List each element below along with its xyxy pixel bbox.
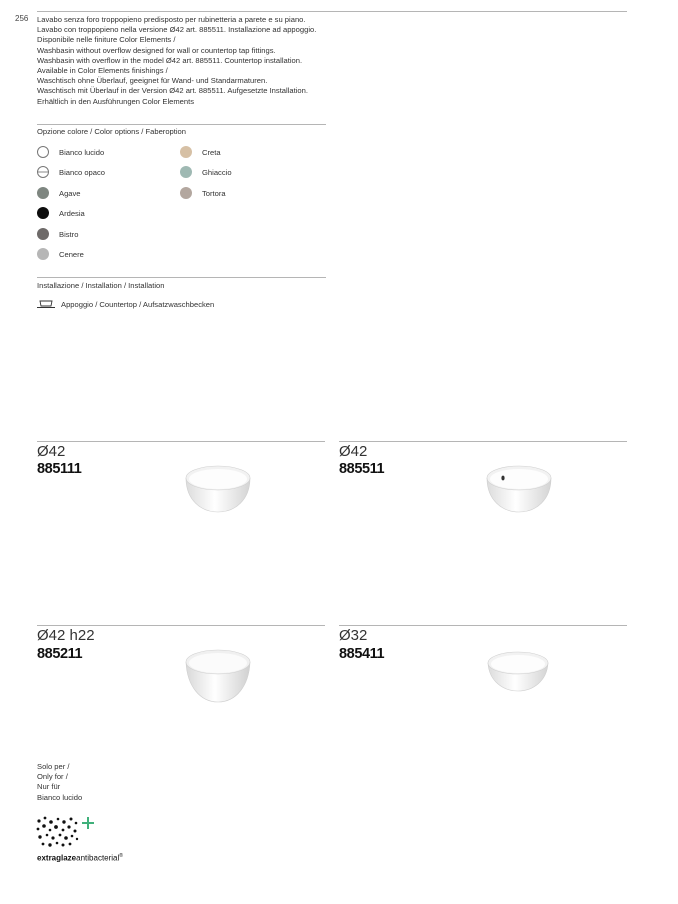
color-swatch xyxy=(37,248,49,260)
color-label: Cenere xyxy=(59,249,84,259)
install-section-title: Installazione / Installation / Installation xyxy=(37,281,165,290)
install-section-divider xyxy=(37,277,326,278)
product-code: 885411 xyxy=(339,646,385,662)
intro-line: Erhältlich in den Ausführungen Color Elements xyxy=(37,96,195,106)
color-option-cenere xyxy=(37,248,84,260)
intro-line: Waschtisch mit Überlauf in der Version Ø42 art. 885511. Aufgesetzte Installation. xyxy=(37,86,308,96)
intro-line: Available in Color Elements finishings / xyxy=(37,66,168,76)
color-label: Bistro xyxy=(59,229,79,239)
color-label: Tortora xyxy=(202,188,226,198)
product-dimension: Ø42 xyxy=(37,443,66,460)
product-dimension: Ø42 xyxy=(339,443,368,460)
color-option-ardesia xyxy=(37,207,85,219)
product-dimension: Ø42 h22 xyxy=(37,627,95,644)
countertop-icon xyxy=(37,300,55,309)
product-divider xyxy=(339,625,627,626)
note-line: Bianco lucido xyxy=(37,792,83,802)
color-option-agave xyxy=(37,187,81,199)
color-option-bianco-opaco xyxy=(37,166,105,178)
color-swatch xyxy=(180,146,192,158)
color-swatch xyxy=(180,166,192,178)
color-option-creta xyxy=(180,146,221,158)
color-option-bistro xyxy=(37,228,78,240)
install-item xyxy=(37,300,214,309)
product-divider xyxy=(37,441,325,442)
page-number: 256 xyxy=(15,14,29,23)
product-divider xyxy=(339,441,627,442)
color-swatch xyxy=(37,228,49,240)
brand-light: antibacterial xyxy=(76,853,120,863)
intro-line: Lavabo con troppopieno nella versione Ø42 art. 885511. Installazione ad appoggio. xyxy=(37,25,317,35)
color-label: Ardesia xyxy=(59,208,85,218)
color-swatch xyxy=(37,166,49,178)
intro-text xyxy=(37,15,337,107)
brand-bold: extraglaze xyxy=(37,853,77,863)
color-section-title: Opzione colore / Color options / Faberoption xyxy=(37,127,187,136)
color-swatch xyxy=(37,207,49,219)
install-label: Appoggio / Countertop / Aufsatzwaschbecken xyxy=(61,300,215,309)
intro-line: Lavabo senza foro troppopieno predisposto per rubinetteria a parete e su piano. xyxy=(37,15,306,24)
note-line: Nur für xyxy=(37,782,61,792)
note-line: Only for / xyxy=(37,772,68,782)
product-dimension: Ø32 xyxy=(339,627,368,644)
color-option-tortora xyxy=(180,187,226,199)
extraglaze-logo-icon xyxy=(36,815,98,849)
product-code: 885511 xyxy=(339,461,385,477)
color-label: Bianco opaco xyxy=(59,167,106,177)
intro-line: Washbasin without overflow designed for wall or countertop tap fittings. xyxy=(37,45,276,55)
brand-name xyxy=(37,853,123,863)
color-label: Creta xyxy=(202,147,221,157)
basin-image xyxy=(484,462,554,516)
color-swatch xyxy=(37,187,49,199)
color-option-ghiaccio xyxy=(180,166,232,178)
basin-image xyxy=(486,648,550,694)
product-code: 885111 xyxy=(37,461,82,477)
intro-line: Disponibile nelle finiture Color Elements / xyxy=(37,35,176,45)
product-code: 885211 xyxy=(37,646,83,662)
overflow-hole-icon xyxy=(501,476,504,481)
color-option-bianco-lucido xyxy=(37,146,104,158)
top-divider xyxy=(37,11,627,12)
plus-icon xyxy=(82,817,94,829)
product-divider xyxy=(37,625,325,626)
note-line: Solo per / xyxy=(37,762,70,771)
color-swatch xyxy=(180,187,192,199)
basin-image xyxy=(183,462,253,516)
color-swatch xyxy=(37,146,49,158)
color-label: Ghiaccio xyxy=(202,167,232,177)
color-label: Bianco lucido xyxy=(59,147,105,157)
color-section-divider xyxy=(37,124,326,125)
intro-line: Washbasin with overflow in the model Ø42 art. 885511. Countertop installation. xyxy=(37,55,303,65)
intro-line: Waschtisch ohne Überlauf, geeignet für Wand- und Standarmaturen. xyxy=(37,76,268,86)
color-label: Agave xyxy=(59,188,81,198)
brand-mark: ® xyxy=(119,853,123,859)
basin-image xyxy=(184,646,252,704)
finish-note xyxy=(37,762,82,803)
